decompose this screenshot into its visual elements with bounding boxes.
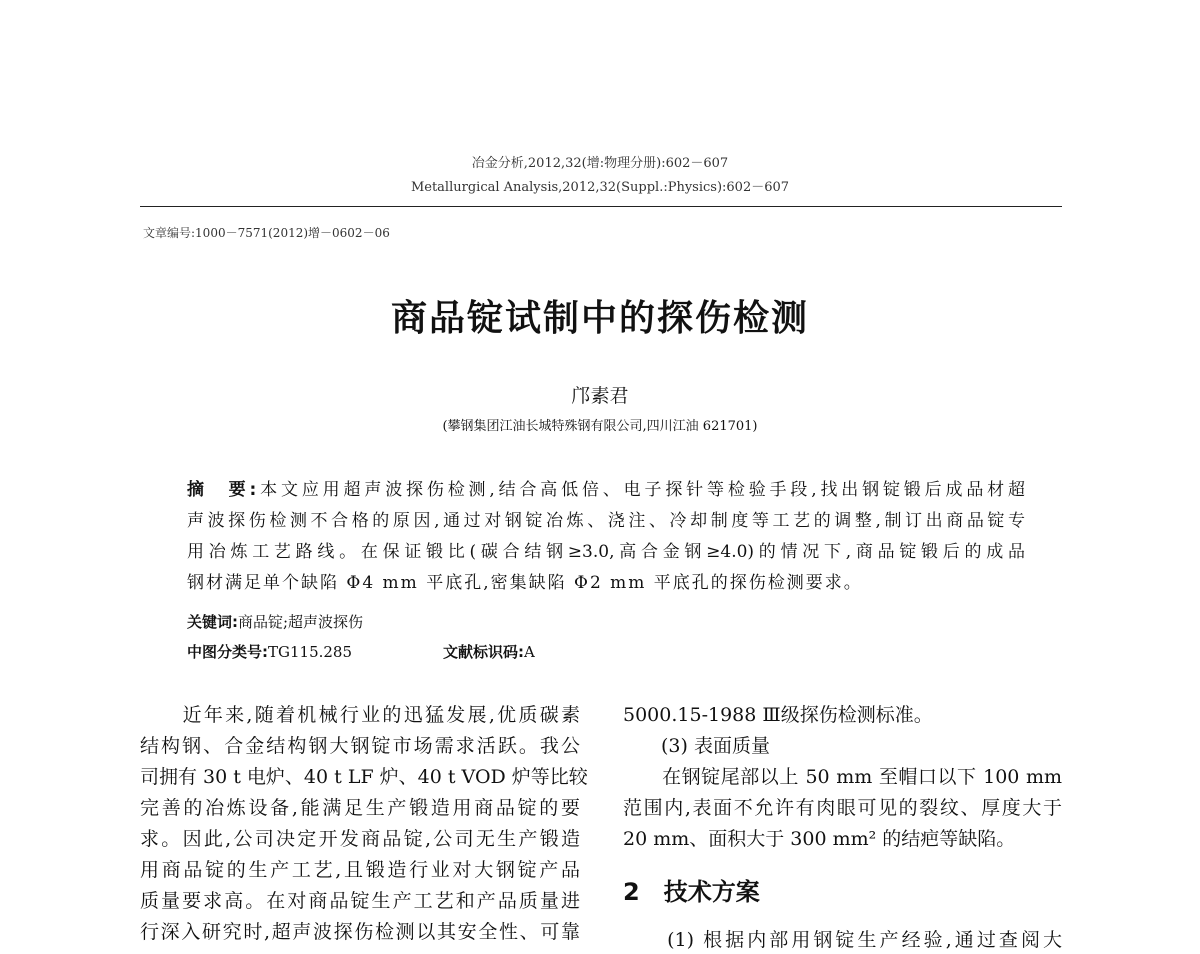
abstract-line: 声波探伤检测不合格的原因,通过对钢锭冶炼、浇注、冷却制度等工艺的调整,制订出商品锭专 bbox=[187, 511, 1025, 531]
affiliation: (攀钢集团江油长城特殊钢有限公司,四川江油 621701) bbox=[442, 419, 758, 434]
body-line: (1) 根据内部用钢锭生产经验,通过查阅大 bbox=[623, 929, 1062, 951]
abstract-line: 用冶炼工艺路线。在保证锻比(碳合结钢≥3.0,高合金钢≥4.0)的情况下,商品锭锻后的成品 bbox=[187, 542, 1025, 562]
journal-citation-en: Metallurgical Analysis,2012,32(Suppl.:Physics):602－607 bbox=[410, 180, 790, 195]
body-line: 范围内,表面不允许有肉眼可见的裂纹、厚度大于 bbox=[623, 797, 1062, 819]
body-line: 求。因此,公司决定开发商品锭,公司无生产锻造 bbox=[140, 828, 580, 850]
body-line: 5000.15-1988 Ⅲ级探伤检测标准。 bbox=[623, 704, 933, 726]
author: 邝素君 bbox=[571, 385, 629, 407]
journal-citation-cn: 冶金分析,2012,32(增:物理分册):602－607 bbox=[471, 156, 729, 171]
paper-title: 商品锭试制中的探伤检测 bbox=[390, 298, 809, 339]
header-rule bbox=[140, 206, 1062, 207]
abstract-line: 钢材满足单个缺陷 Φ4 mm 平底孔,密集缺陷 Φ2 mm 平底孔的探伤检测要求。 bbox=[187, 573, 863, 593]
body-line: 用商品锭的生产工艺,且锻造行业对大钢锭产品 bbox=[140, 859, 580, 881]
keywords: 关键词:商品锭;超声波探伤 bbox=[187, 613, 364, 631]
body-line: 结构钢、合金结构钢大钢锭市场需求活跃。我公 bbox=[140, 735, 580, 757]
body-line: 近年来,随着机械行业的迅猛发展,优质碳素 bbox=[140, 704, 580, 726]
article-number: 文章编号:1000－7571(2012)增－0602－06 bbox=[143, 226, 390, 240]
classification-number: 中图分类号:TG115.285 bbox=[187, 643, 353, 661]
body-line: 在钢锭尾部以上 50 mm 至帽口以下 100 mm bbox=[623, 766, 1062, 788]
section-heading: 2 技术方案 bbox=[623, 878, 760, 906]
body-line: 完善的冶炼设备,能满足生产锻造用商品锭的要 bbox=[140, 797, 580, 819]
document-code: 文献标识码:A bbox=[443, 643, 535, 661]
abstract-line: 摘 要:本文应用超声波探伤检测,结合高低倍、电子探针等检验手段,找出钢锭锻后成品材超 bbox=[187, 480, 1025, 500]
body-line: 20 mm、面积大于 300 mm² 的结疤等缺陷。 bbox=[623, 828, 1016, 850]
body-line: (3) 表面质量 bbox=[623, 735, 770, 757]
body-line: 司拥有 30 t 电炉、40 t LF 炉、40 t VOD 炉等比较 bbox=[140, 766, 588, 788]
body-line: 行深入研究时,超声波探伤检测以其安全性、可靠 bbox=[140, 921, 580, 943]
body-line: 质量要求高。在对商品锭生产工艺和产品质量进 bbox=[140, 890, 580, 912]
abstract-label: 摘 要: bbox=[187, 480, 257, 500]
